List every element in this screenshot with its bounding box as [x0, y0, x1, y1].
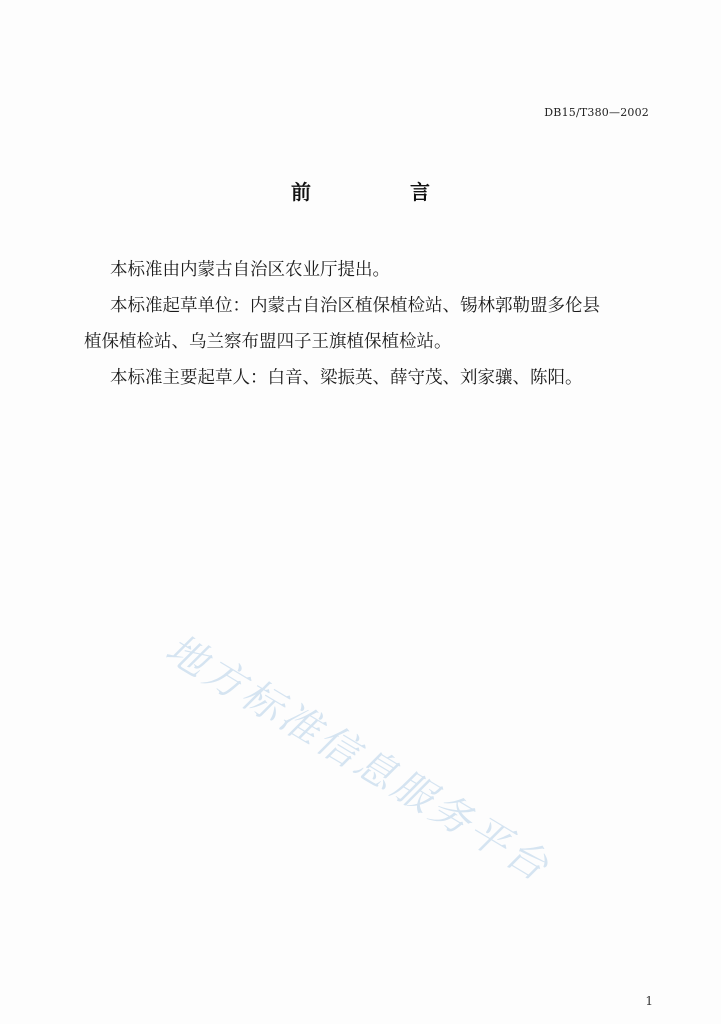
- page-title: 前 言: [291, 180, 476, 204]
- paragraph-drafting-units-cont: 植保植检站、乌兰察布盟四子王旗植保植检站。: [84, 332, 452, 352]
- page-number: 1: [645, 994, 653, 1008]
- standard-code: DB15/T380—2002: [544, 106, 649, 119]
- paragraph-drafters: 本标准主要起草人：白音、梁振英、薛守茂、刘家骧、陈阳。: [110, 368, 583, 388]
- document-body: [84, 252, 656, 396]
- paragraph-drafting-units: 本标准起草单位：内蒙古自治区植保植检站、锡林郭勒盟多伦县: [110, 296, 600, 316]
- watermark-text: 地方标准信息服务平台: [157, 625, 559, 892]
- paragraph-proposer: 本标准由内蒙古自治区农业厅提出。: [110, 260, 390, 280]
